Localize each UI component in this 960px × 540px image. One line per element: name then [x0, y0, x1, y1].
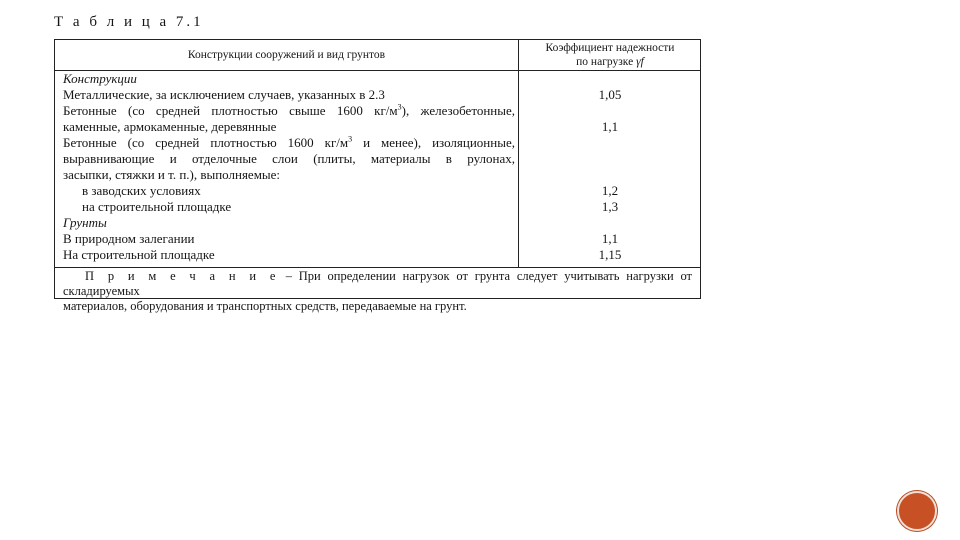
row-soil-site: На строительной площадке [63, 247, 215, 262]
section-constructions: Конструкции [63, 71, 137, 86]
reliability-coefficient-table [54, 39, 701, 313]
row-natural: В природном залегании [63, 231, 195, 246]
row-concrete-light-line2: выравнивающие и отделочные слои (плиты, материалы в рулонах, [63, 151, 515, 166]
row-concrete-heavy-line1: Бетонные (со средней плотностью свыше 1600 $кг/м^3$), железобетонные, [63, 102, 515, 118]
value-site: 1,3 [601, 199, 619, 214]
gamma-symbol: γf [636, 56, 644, 68]
row-site: на строительной площадке [82, 199, 232, 214]
row-concrete-light-line3: засыпки, стяжки и т. п.), выполняемые: [63, 167, 281, 182]
value-soil-site: 1,15 [598, 247, 622, 262]
note-label: П р и м е ч а н и е [85, 269, 279, 283]
header-coefficient [519, 40, 701, 70]
slide-badge-icon [897, 491, 937, 531]
row-metal: Металлические, за исключением случаев, указанных в 2.3 [63, 87, 385, 102]
value-concrete-heavy: 1,1 [601, 119, 619, 134]
header-coefficient-line1: Коэффициент надежности [545, 42, 675, 54]
note-line1: П р и м е ч а н и е – При определении нагрузок от грунта следует учитывать нагрузки от складируемых [63, 269, 693, 298]
row-concrete-light-line1: Бетонные (со средней плотностью 1600 $кг/м^3$ и менее), изоляционные, [63, 134, 515, 150]
header-coefficient-line2: по нагрузке γf [576, 56, 644, 68]
header-constructions: Конструкции сооружений и вид грунтов [55, 40, 519, 70]
row-concrete-heavy-line2: каменные, армокаменные, деревянные [63, 119, 277, 134]
note-line2: материалов, оборудования и транспортных средств, передаваемые на грунт. [63, 299, 467, 313]
section-soils: Грунты [63, 215, 107, 230]
table-header [55, 40, 700, 71]
value-metal: 1,05 [598, 87, 622, 102]
table-note [55, 267, 700, 313]
row-factory: в заводских условиях [82, 183, 201, 198]
value-factory: 1,2 [601, 183, 619, 198]
value-natural: 1,1 [601, 231, 619, 246]
table-caption: Т а б л и ц а 7.1 [54, 14, 204, 30]
